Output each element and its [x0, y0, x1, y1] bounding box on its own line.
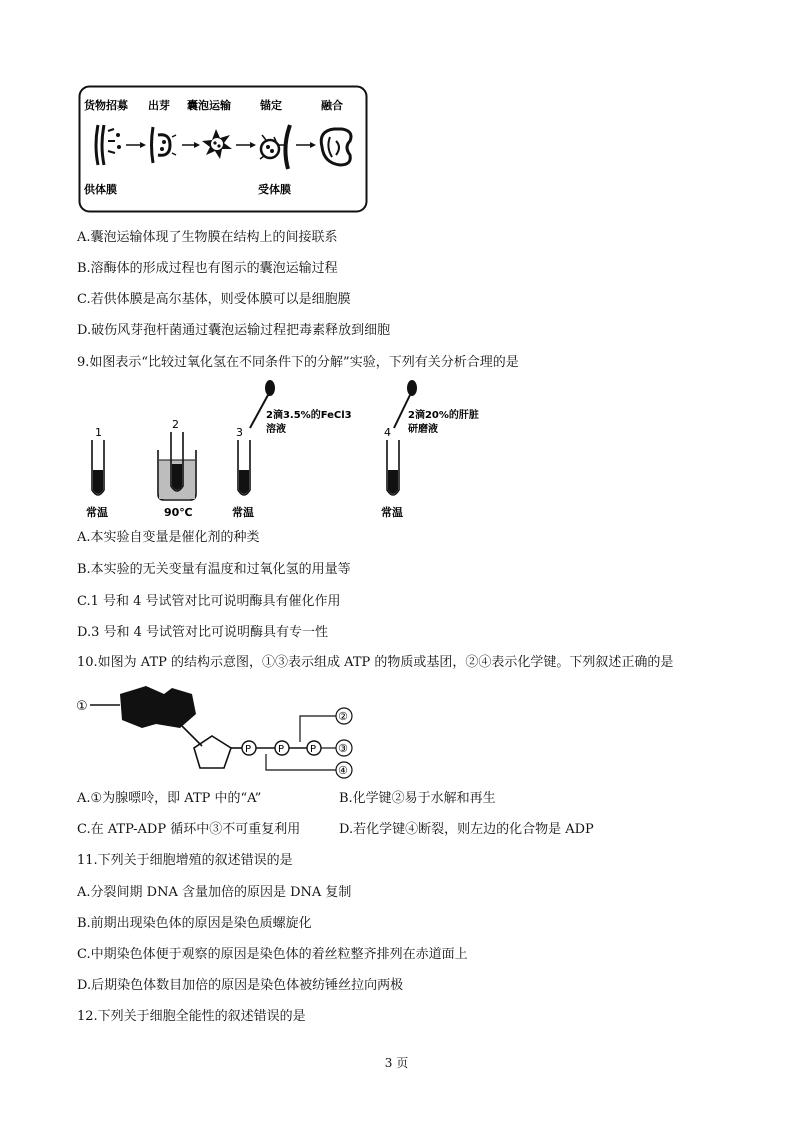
- q9-option-d: D.3 号和 4 号试管对比可说明酶具有专一性: [77, 625, 329, 640]
- q8-option-d: D.破伤风芽孢杆菌通过囊泡运输过程把毒素释放到细胞: [77, 323, 391, 338]
- tube-4-condition: 常温: [381, 506, 403, 519]
- atp-structure-figure: [76, 680, 366, 784]
- q9-stem: 9.如图表示“比较过氧化氢在不同条件下的分解”实验，下列有关分析合理的是: [77, 355, 519, 370]
- phosphate-3-label: P: [310, 744, 317, 755]
- step-label-transport: 囊泡运输: [187, 99, 231, 112]
- q11-option-c: C.中期染色体便于观察的原因是染色体的着丝粒整齐排列在赤道面上: [77, 947, 468, 962]
- q9-option-c: C.1 号和 4 号试管对比可说明酶具有催化作用: [77, 594, 341, 609]
- label-one: ①: [76, 699, 88, 714]
- q10-option-b: B.化学键②易于水解和再生: [339, 791, 496, 806]
- dropper-4-label-line2: 研磨液: [408, 424, 438, 435]
- fusion-drawing: [321, 129, 351, 165]
- tube-2-condition: 90℃: [164, 506, 193, 519]
- tube-2-number: 2: [172, 418, 179, 431]
- vesicle-transport-figure: [78, 85, 368, 213]
- step-label-budding: 出芽: [148, 99, 170, 112]
- step-label-recruit: 货物招募: [84, 99, 128, 112]
- tube-3: [238, 440, 250, 495]
- q8-option-c: C.若供体膜是高尔基体，则受体膜可以是细胞膜: [77, 292, 351, 307]
- dropper-4-label-line1: 2滴20%的肝脏: [408, 410, 479, 421]
- phosphate-1-label: P: [245, 744, 252, 755]
- q12-stem: 12.下列关于细胞全能性的叙述错误的是: [77, 1009, 306, 1024]
- step-label-anchor: 锚定: [260, 99, 282, 112]
- donor-membrane-label: 供体膜: [84, 183, 117, 196]
- dropper-3-label-line2: 溶液: [266, 424, 286, 435]
- test-tube-figure: [78, 378, 479, 523]
- tube-3-number: 3: [236, 426, 243, 439]
- adenine-ring: [120, 686, 196, 728]
- q9-option-a: A.本实验自变量是催化剂的种类: [77, 530, 260, 545]
- page-number: 3 页: [384, 1056, 409, 1070]
- q9-option-b: B.本实验的无关变量有温度和过氧化氢的用量等: [77, 562, 351, 577]
- step-label-fusion: 融合: [321, 99, 343, 112]
- tube-1-number: 1: [95, 426, 102, 439]
- ribose-pentagon: [194, 736, 231, 768]
- q11-option-d: D.后期染色体数目加倍的原因是染色体被纺锤丝拉向两极: [77, 978, 404, 993]
- q11-stem: 11.下列关于细胞增殖的叙述错误的是: [77, 853, 293, 868]
- phosphate-2-label: P: [278, 744, 285, 755]
- q10-option-c: C.在 ATP-ADP 循环中③不可重复利用: [77, 822, 301, 837]
- label-four: ④: [338, 764, 348, 777]
- tube-1-condition: 常温: [86, 506, 108, 519]
- dropper-3-label-line1: 2滴3.5%的FeCl3: [266, 410, 352, 421]
- q11-option-a: A.分裂间期 DNA 含量加倍的原因是 DNA 复制: [77, 885, 352, 900]
- label-three: ③: [338, 742, 348, 755]
- q10-option-d: D.若化学键④断裂，则左边的化合物是 ADP: [339, 822, 594, 837]
- label-two: ②: [338, 710, 348, 723]
- q8-option-b: B.溶酶体的形成过程也有图示的囊泡运输过程: [77, 261, 338, 276]
- tube-3-condition: 常温: [232, 506, 254, 519]
- q10-stem: 10.如图为 ATP 的结构示意图，①③表示组成 ATP 的物质或基团，②④表示化学键。下列叙述正确的是: [77, 655, 674, 670]
- acceptor-membrane-label: 受体膜: [258, 183, 291, 196]
- tube-1: [92, 440, 104, 495]
- tube-4: [387, 440, 399, 495]
- q11-option-b: B.前期出现染色体的原因是染色质螺旋化: [77, 916, 312, 931]
- q10-option-a: A.①为腺嘌呤，即 ATP 中的“A”: [77, 791, 262, 806]
- tube-4-number: 4: [384, 426, 391, 439]
- q8-option-a: A.囊泡运输体现了生物膜在结构上的间接联系: [77, 230, 338, 245]
